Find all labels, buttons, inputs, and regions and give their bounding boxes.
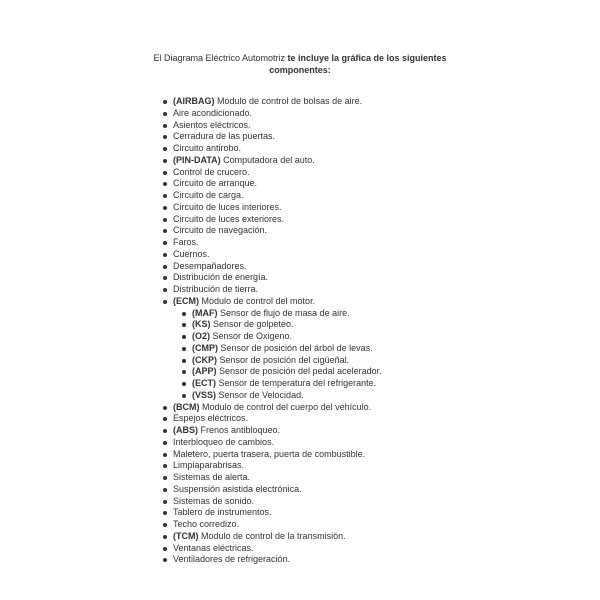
list-item — [163, 202, 382, 214]
component-label: Circuito de navegación. — [173, 225, 268, 236]
component-label: Sensor de posición del cigüeñal. — [217, 354, 350, 365]
component-code: (BCM) — [173, 401, 200, 412]
component-label: Suspensión asistida electrónica. — [173, 483, 302, 494]
list-item — [163, 167, 382, 179]
component-list — [163, 96, 382, 566]
list-item — [163, 108, 382, 120]
component-label: Circuito de carga. — [173, 190, 244, 200]
list-item — [163, 496, 382, 508]
list-item — [163, 519, 382, 531]
component-label: Modulo de control de la transmisión. — [198, 530, 346, 541]
component-label: Circuito de luces exteriores. — [173, 213, 285, 224]
list-item — [163, 425, 382, 437]
list-item — [182, 366, 382, 378]
list-item — [163, 554, 382, 566]
list-item — [163, 402, 382, 414]
component-code: (ABS) — [173, 425, 198, 435]
list-item — [163, 120, 382, 132]
component-label: Techo corredizo. — [173, 519, 240, 529]
list-item — [182, 319, 382, 331]
list-item — [163, 178, 382, 190]
list-item — [163, 190, 382, 202]
component-label: Circuito de arranque. — [173, 178, 258, 189]
component-label: Interbloqueo de cambios. — [173, 436, 275, 447]
list-item — [163, 261, 382, 273]
component-label: Modulo de control del motor. — [199, 295, 316, 306]
component-code: (ECT) — [192, 378, 216, 388]
heading-bold: te incluye la gráfica de los siguientes componentes: — [269, 53, 447, 75]
list-item — [163, 449, 382, 461]
component-label: Sensor de flujo de masa de aire. — [217, 307, 350, 318]
list-item — [163, 472, 382, 484]
list-item — [163, 272, 382, 284]
component-label: Sistemas de sonido. — [173, 495, 255, 506]
list-item — [163, 460, 382, 472]
list-item — [163, 484, 382, 496]
component-code: (AIRBAG) — [173, 96, 215, 106]
list-item — [163, 284, 382, 296]
component-label: Sensor de Velocidad. — [216, 389, 304, 400]
component-label: Distribución de tierra. — [173, 284, 259, 294]
component-label: Sensor de Oxigeno. — [210, 331, 293, 341]
document — [0, 52, 600, 565]
component-label: Control de crucero. — [173, 166, 250, 177]
list-item — [182, 308, 382, 320]
component-label: Asientos eléctricos. — [173, 119, 251, 130]
list-item — [163, 249, 382, 261]
list-item — [163, 507, 382, 519]
component-label: Tablero de instrumentos. — [173, 507, 272, 518]
component-label: Cuernos. — [173, 248, 210, 259]
component-label: Espejos eléctricos. — [173, 413, 249, 424]
component-label: Sensor de posición del pedal acelerador. — [216, 366, 382, 377]
list-item — [163, 437, 382, 449]
component-code: (TCM) — [173, 530, 199, 541]
component-code: (CMP) — [192, 342, 218, 353]
component-label: Sensor de posición del árbol de levas. — [218, 342, 373, 353]
component-label: Ventiladores de refrigeración. — [173, 554, 291, 565]
list-item — [163, 96, 382, 108]
ecm-sensor-list — [163, 308, 382, 402]
list-item — [163, 131, 382, 143]
component-code: (CKP) — [192, 354, 217, 365]
component-label: Desempañadores. — [173, 260, 247, 271]
heading-plain: El Diagrama Eléctrico Automotriz — [153, 53, 288, 63]
component-code: (MAF) — [192, 307, 218, 318]
list-item — [163, 237, 382, 249]
component-label: Sensor de temperatura del refrigerante. — [216, 378, 377, 388]
list-item — [163, 531, 382, 543]
component-label: Circuito antirobo. — [173, 143, 242, 153]
component-label: Limpiaparabrisas. — [173, 460, 245, 471]
list-item — [182, 378, 382, 390]
list-item — [163, 225, 382, 237]
component-label: Ventanas eléctricas. — [173, 542, 254, 553]
component-label: Cerradura de las puertas. — [173, 131, 276, 142]
component-code: (VSS) — [192, 389, 217, 400]
component-code: (O2) — [192, 331, 210, 341]
component-label: Modulo de control del cuerpo del vehículo. — [199, 401, 372, 412]
component-code: (APP) — [192, 366, 217, 377]
document-heading — [135, 52, 465, 76]
component-label: Sistemas de alerta. — [173, 472, 251, 482]
list-item — [163, 214, 382, 226]
list-item — [182, 343, 382, 355]
list-item — [163, 296, 382, 308]
component-label: Sensor de golpeteo. — [210, 319, 294, 330]
component-label: Maletero, puerta trasera, puerta de combustible. — [173, 448, 366, 459]
component-label: Faros. — [173, 237, 199, 247]
list-item — [163, 543, 382, 555]
ecm-sensor-group — [163, 308, 382, 402]
component-label: Frenos antibloqueo. — [198, 425, 281, 435]
list-item — [163, 413, 382, 425]
list-item — [163, 155, 382, 167]
list-item — [182, 390, 382, 402]
component-label: Aire acondicionado. — [173, 107, 253, 118]
list-item — [163, 143, 382, 155]
component-code: (ECM) — [173, 295, 199, 306]
list-item — [182, 331, 382, 343]
list-item — [182, 355, 382, 367]
component-label: Modulo de control de bolsas de aire. — [214, 96, 363, 106]
component-label: Computadora del auto. — [220, 154, 315, 165]
component-label: Circuito de luces interiores. — [173, 201, 282, 212]
component-code: (PIN-DATA) — [173, 154, 221, 165]
component-code: (KS) — [192, 319, 211, 330]
component-label: Distribución de energía. — [173, 272, 269, 283]
